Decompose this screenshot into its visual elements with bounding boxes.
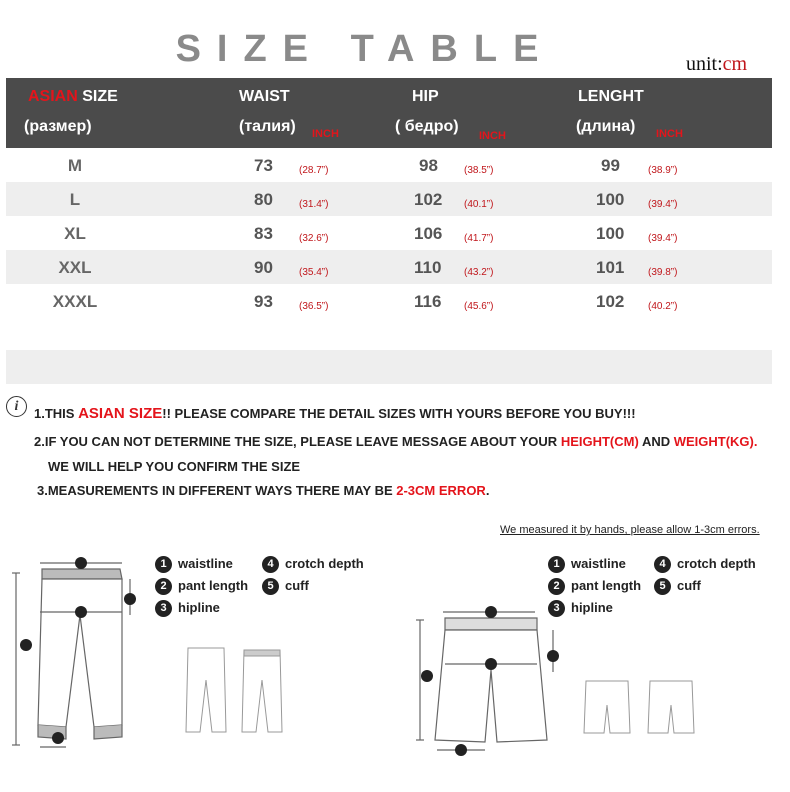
note-2-text: 2.IF YOU CAN NOT DETERMINE THE SIZE, PLEASE LEAVE MESSAGE ABOUT YOUR [34, 434, 561, 449]
measured-note: We measured it by hands, please allow 1-3cm errors. [500, 524, 760, 536]
cell-hip-inch: (40.1”) [464, 199, 494, 210]
note-3 [37, 483, 489, 498]
cell-size: XL [64, 224, 86, 243]
legend-label: crotch depth [285, 556, 364, 571]
cell-size: M [67, 156, 83, 175]
note-3-end: . [485, 483, 490, 498]
header-size-text: SIZE [77, 88, 118, 105]
table-row [6, 250, 772, 284]
pants-diagram [10, 555, 150, 755]
cell-length: 102 [596, 292, 625, 311]
marker-3-icon [75, 606, 87, 618]
legend-pant-length [155, 578, 248, 595]
cell-waist: 83 [254, 224, 273, 243]
num-4-icon: 4 [654, 556, 671, 573]
cell-length: 100 [596, 190, 625, 209]
table-row [6, 148, 772, 182]
cell-waist: 93 [254, 292, 273, 311]
note-2b: WE WILL HELP YOU CONFIRM THE SIZE [48, 459, 301, 474]
header-waist: WAIST [239, 88, 290, 105]
legend-cuff [262, 578, 309, 595]
pants-thumbnails [180, 640, 290, 740]
cell-length-inch: (39.4”) [648, 199, 678, 210]
note-1-highlight: ASIAN SIZE [78, 405, 163, 422]
cell-hip: 110 [414, 258, 442, 277]
cell-hip: 102 [414, 190, 443, 209]
marker-5-icon [455, 744, 467, 756]
shorts-diagram [415, 600, 565, 760]
legend-waistline [548, 556, 626, 573]
note-2-and: AND [638, 434, 674, 449]
header-hip-inch: INCH [479, 130, 506, 142]
cell-hip: 116 [414, 292, 442, 311]
header-hip-ru: ( бедро) [395, 118, 459, 135]
marker-4-icon [124, 593, 136, 605]
cell-waist: 73 [254, 156, 273, 175]
marker-1-icon [75, 557, 87, 569]
table-row [6, 216, 772, 250]
header-waist-ru: (талия) [239, 118, 296, 135]
legend-crotch-depth [654, 556, 756, 573]
marker-2-icon [421, 670, 433, 682]
num-1-icon: 1 [155, 556, 172, 573]
marker-4-icon [547, 650, 559, 662]
info-icon: i [6, 396, 27, 417]
legend-cuff [654, 578, 701, 595]
legend-label: pant length [178, 578, 249, 593]
marker-1-icon [485, 606, 497, 618]
cell-waist: 80 [254, 190, 273, 209]
cell-waist-inch: (36.5”) [299, 301, 329, 312]
legend-label: cuff [677, 578, 701, 593]
cell-hip-inch: (38.5”) [464, 165, 494, 176]
cell-waist-inch: (31.4”) [299, 199, 329, 210]
header-waist-inch: INCH [312, 128, 339, 140]
cell-waist: 90 [254, 258, 273, 277]
legend-crotch-depth [262, 556, 364, 573]
legend-label: pant length [571, 578, 642, 593]
cell-waist-inch: (32.6”) [299, 233, 329, 244]
header-length: LENGHT [578, 88, 644, 105]
cell-hip-inch: (45.6”) [464, 301, 494, 312]
note-2-height: HEIGHT(CM) [560, 434, 639, 449]
legend-pant-length [548, 578, 641, 595]
header-size-ru: (размер) [24, 118, 92, 135]
num-5-icon: 5 [654, 578, 671, 595]
cell-length-inch: (39.8”) [648, 267, 678, 278]
legend-waistline [155, 556, 233, 573]
cell-length: 101 [596, 258, 625, 277]
table-row [6, 284, 772, 318]
header-hip: HIP [412, 88, 439, 105]
num-4-icon: 4 [262, 556, 279, 573]
cell-length-inch: (39.4”) [648, 233, 678, 244]
marker-5-icon [52, 732, 64, 744]
note-1-text: 1.THIS [34, 406, 79, 421]
cell-hip-inch: (41.7”) [464, 233, 494, 244]
legend-hipline [155, 600, 220, 617]
header-length-ru: (длина) [576, 118, 636, 135]
unit-prefix: unit: [686, 53, 723, 75]
header-size [28, 88, 118, 106]
cell-hip: 106 [414, 224, 443, 243]
cell-size: L [69, 190, 81, 209]
legend-label: hipline [178, 600, 220, 615]
num-2-icon: 2 [548, 578, 565, 595]
cell-waist-inch: (28.7”) [299, 165, 329, 176]
shorts-thumbnails [580, 675, 700, 745]
header-asian: ASIAN [28, 88, 78, 105]
num-3-icon: 3 [548, 600, 565, 617]
header-length-inch: INCH [656, 128, 683, 140]
table-header [6, 78, 772, 148]
cell-size: XXXL [52, 292, 98, 311]
num-5-icon: 5 [262, 578, 279, 595]
legend-label: waistline [571, 556, 626, 571]
table-blank-row [6, 350, 772, 384]
num-1-icon: 1 [548, 556, 565, 573]
note-2-weight: WEIGHT(KG). [673, 434, 758, 449]
note-1 [34, 405, 636, 422]
note-3-text: 3.MEASUREMENTS IN DIFFERENT WAYS THERE MAY BE [37, 483, 397, 498]
legend-label: cuff [285, 578, 309, 593]
cell-length-inch: (40.2”) [648, 301, 678, 312]
cell-waist-inch: (35.4”) [299, 267, 329, 278]
cell-length: 100 [596, 224, 625, 243]
num-3-icon: 3 [155, 600, 172, 617]
legend-label: waistline [178, 556, 233, 571]
legend-label: crotch depth [677, 556, 756, 571]
note-3-error: 2-3CM ERROR [396, 483, 486, 498]
cell-size: XXL [58, 258, 92, 277]
note-1-text-b: !! PLEASE COMPARE THE DETAIL SIZES WITH YOURS BEFORE YOU BUY!!! [162, 406, 636, 421]
page-title: SIZE TABLE [175, 28, 555, 70]
cell-length: 99 [601, 156, 620, 175]
cell-length-inch: (38.9”) [648, 165, 678, 176]
table-row [6, 182, 772, 216]
cell-hip-inch: (43.2”) [464, 267, 494, 278]
marker-2-icon [20, 639, 32, 651]
legend-label: hipline [571, 600, 613, 615]
num-2-icon: 2 [155, 578, 172, 595]
marker-3-icon [485, 658, 497, 670]
unit-value: cm [722, 53, 748, 75]
cell-hip: 98 [419, 156, 438, 175]
note-2 [34, 434, 757, 449]
unit-label [686, 53, 747, 76]
